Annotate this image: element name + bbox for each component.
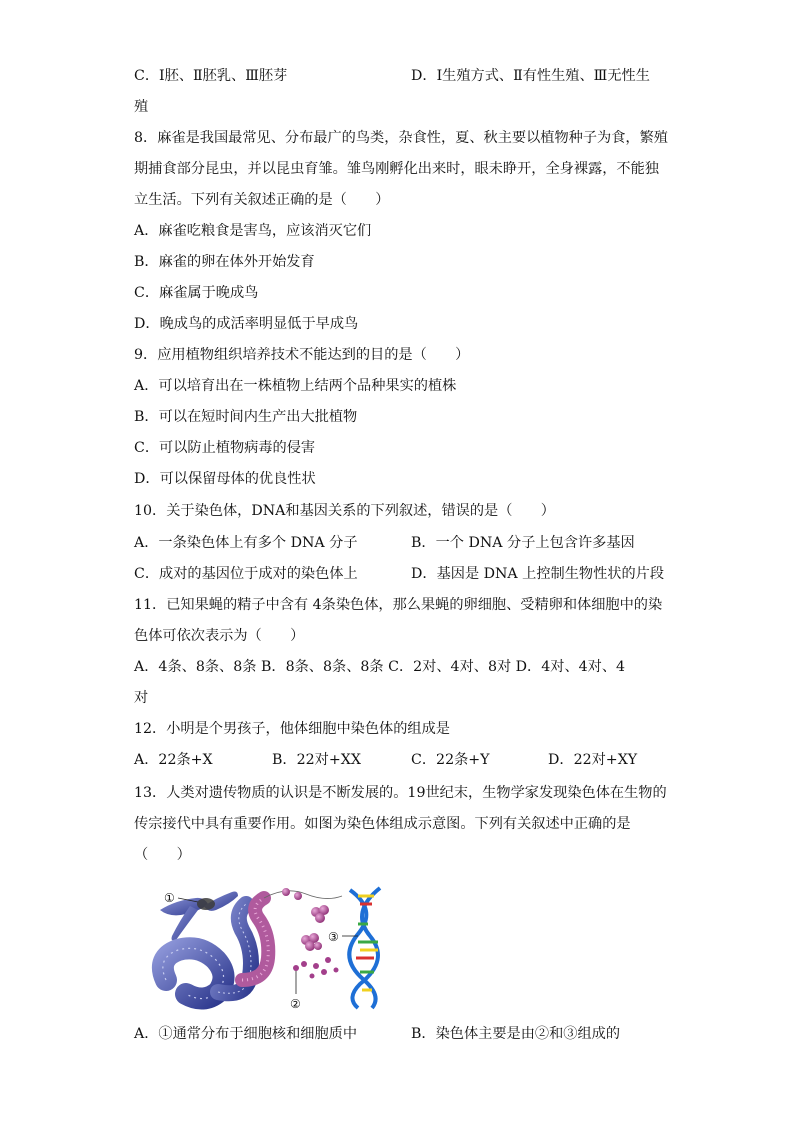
q10-option-c: C．成对的基因位于成对的染色体上 xyxy=(134,566,358,582)
q13-stem-line2: 传宗接代中具有重要作用。如图为染色体组成示意图。下列有关叙述中正确的是 xyxy=(134,816,631,832)
q11-stem-line2: 色体可依次表示为（ ） xyxy=(134,628,305,644)
q10-option-b: B．一个 DNA 分子上包含许多基因 xyxy=(411,535,635,551)
figure-label-2: ② xyxy=(290,997,301,1010)
figure-label-3: ③ xyxy=(328,930,339,944)
q9-stem: 9．应用植物组织培养技术不能达到的目的是（ ） xyxy=(134,347,470,363)
dna-thread xyxy=(264,891,342,899)
q8-option-c: C．麻雀属于晚成鸟 xyxy=(134,285,259,301)
q9-option-b: B．可以在短时间内生产出大批植物 xyxy=(134,409,358,425)
q8-stem-line3: 立生活。下列有关叙述正确的是（ ） xyxy=(134,192,390,208)
q9-option-c: C．可以防止植物病毒的侵害 xyxy=(134,440,316,456)
q8-option-d: D．晚成鸟的成活率明显低于早成鸟 xyxy=(134,316,359,332)
q7-option-c: C．Ⅰ胚、Ⅱ胚乳、Ⅲ胚芽 xyxy=(134,68,288,84)
q12-stem: 12．小明是个男孩子，他体细胞中染色体的组成是 xyxy=(134,721,450,737)
q13-stem-line3: （ ） xyxy=(134,847,191,863)
q9-option-a: A．可以培育出在一株植物上结两个品种果实的植株 xyxy=(134,378,457,394)
figure-label-1: ① xyxy=(164,891,175,905)
q11-options: A．4条、8条、8条 B．8条、8条、8条 C．2对、4对、8对 D．4对、4对、4 xyxy=(134,659,626,675)
q12-option-a: A．22条+X xyxy=(134,752,213,768)
q7-option-d: D．Ⅰ生殖方式、Ⅱ有性生殖、Ⅲ无性生 xyxy=(411,68,650,84)
q10-option-a: A．一条染色体上有多个 DNA 分子 xyxy=(134,535,358,551)
q13-stem-line1: 13．人类对遗传物质的认识是不断发展的。19世纪末，生物学家发现染色体在生物的 xyxy=(134,785,667,801)
q12-option-b: B．22对+XX xyxy=(272,752,361,768)
q10-option-d: D．基因是 DNA 上控制生物性状的片段 xyxy=(411,566,665,582)
q13-option-b: B．染色体主要是由②和③组成的 xyxy=(411,1026,621,1042)
chromosome-diagram xyxy=(146,880,416,1010)
q13-option-a: A．①通常分布于细胞核和细胞质中 xyxy=(134,1026,358,1042)
q10-stem: 10．关于染色体，DNA和基因关系的下列叙述，错误的是（ ） xyxy=(134,503,555,519)
q12-option-c: C．22条+Y xyxy=(411,752,490,768)
q12-option-d: D．22对+XY xyxy=(548,752,638,768)
q8-stem-line2: 期捕食部分昆虫，并以昆虫育雏。雏鸟刚孵化出来时，眼未睁开，全身裸露，不能独 xyxy=(134,161,659,177)
q7-option-d-continued: 殖 xyxy=(134,99,149,115)
q11-options-continued: 对 xyxy=(134,690,149,706)
dna-double-helix xyxy=(349,888,380,1008)
q9-option-d: D．可以保留母体的优良性状 xyxy=(134,471,316,487)
q8-option-b: B．麻雀的卵在体外开始发育 xyxy=(134,254,315,270)
q8-option-a: A．麻雀吃粮食是害鸟，应该消灭它们 xyxy=(134,223,372,239)
q11-stem-line1: 11．已知果蝇的精子中含有 4条染色体，那么果蝇的卵细胞、受精卵和体细胞中的染 xyxy=(134,597,663,613)
q8-stem-line1: 8．麻雀是我国最常见、分布最广的鸟类，杂食性，夏、秋主要以植物种子为食，繁殖 xyxy=(134,130,668,146)
